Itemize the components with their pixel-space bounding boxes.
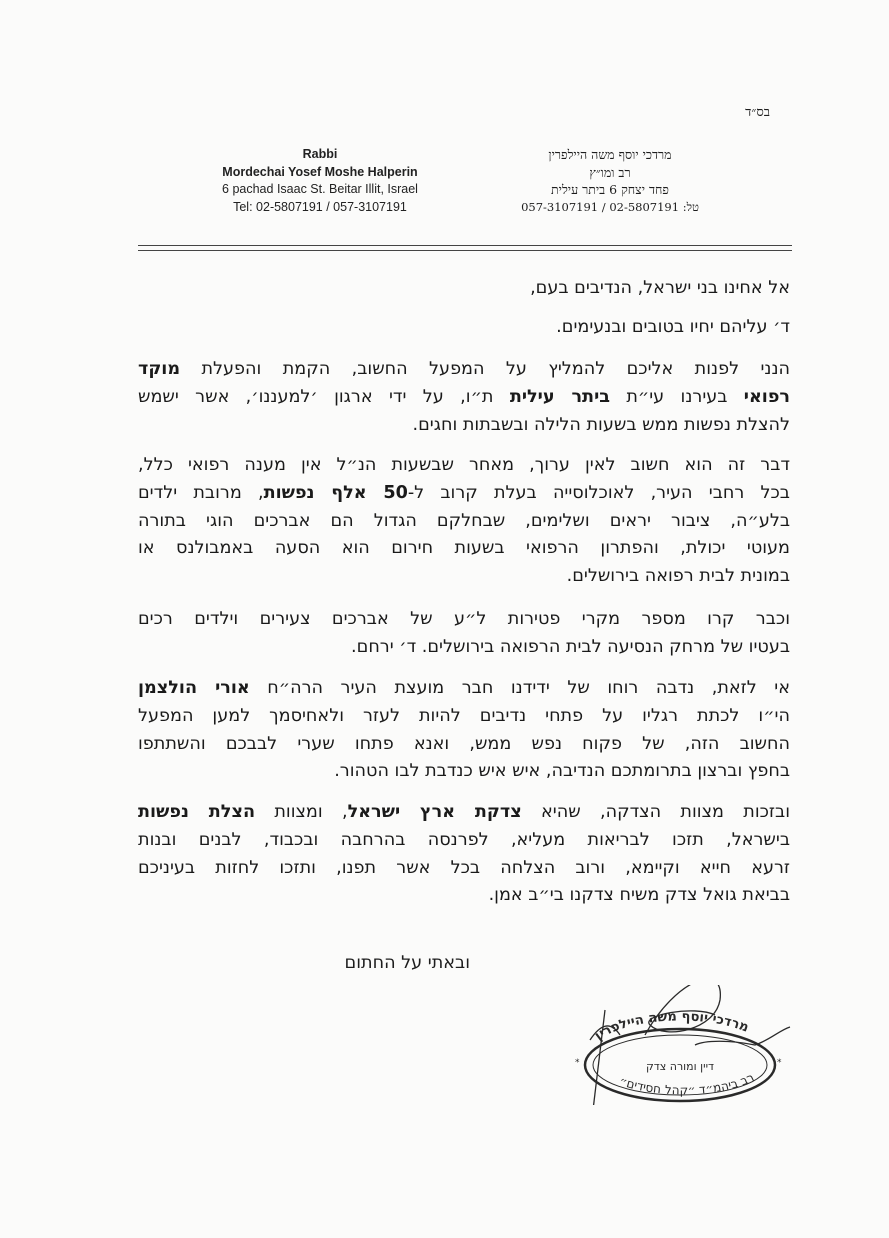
body-line xyxy=(138,856,790,882)
text-segment: בחפץ וברצון בתרומתכם הנדיבה, איש איש כנדבת לבו הטהור. xyxy=(334,761,790,782)
body-line xyxy=(138,276,790,302)
text-segment: בעטיו של מרחק הנסיעה לבית הרפואה בירושלים. ד׳ ירחם. xyxy=(351,636,790,657)
letterhead-address-en: 6 pachad Isaac St. Beitar Illit, Israel xyxy=(222,182,418,196)
body-line xyxy=(138,732,790,758)
text-segment: בעירנו עי״ת xyxy=(609,386,744,407)
text-segment: בביאת גואל צדק משיח צדקנו בי״ב אמן. xyxy=(488,885,790,906)
header-divider-bottom xyxy=(138,250,792,251)
text-segment: בישראל, תזכו לבריאות מעליא, לפרנסה בהרחבה ובכבוד, לבנים ובנות xyxy=(138,829,790,850)
letterhead-name-he: מרדכי יוסף משה היילפרין xyxy=(548,147,672,162)
body-line xyxy=(138,453,790,479)
body-line xyxy=(138,315,790,341)
bold-text: צדקת ארץ ישראל xyxy=(347,802,522,822)
text-segment: , מרובת ילדים xyxy=(138,482,264,503)
letterhead-english xyxy=(190,146,450,216)
stamp-bottom-text: רב ביהמ״ד ״קהל חסידים״ xyxy=(617,1070,757,1098)
letterhead-name-en: Mordechai Yosef Moshe Halperin xyxy=(222,164,418,179)
text-segment: הנני לפנות אליכם להמליץ על המפעל החשוב, הקמת והפעלת xyxy=(180,359,790,379)
text-segment: זרעא חייא וקיימא, ורוב הצלחה בכל אשר תפנו, ותזכו לחזות בעיניכם xyxy=(138,857,790,878)
text-segment: ת״ו, על ידי ארגון ׳למעננו׳, אשר ישמש xyxy=(138,386,510,407)
closing-line: ובאתי על החתום xyxy=(344,953,470,973)
text-segment: , ומצוות xyxy=(255,802,348,822)
bold-text: 50 אלף נפשות xyxy=(263,482,408,503)
body-line xyxy=(138,509,790,535)
text-segment: וכבר קרו מספר מקרי פטירות ל״ע של אברכים צעירים וילדים רכים xyxy=(138,609,790,629)
body-line xyxy=(138,759,790,785)
letterhead-title-he: רב ומו״ץ xyxy=(589,164,631,180)
letterhead-address-he: פחד יצחק 6 ביתר עילית xyxy=(551,182,669,197)
body-line xyxy=(138,564,790,590)
text-segment: להצלת נפשות ממש בשעות הלילה ובשבתות וחגים. xyxy=(412,414,790,435)
bold-text: רפואי xyxy=(743,386,790,407)
text-segment: בכל רחבי העיר, לאוכלוסייה בעלת קרוב ל- xyxy=(407,482,790,503)
body-line xyxy=(138,413,790,439)
bsd-heading: בס״ד xyxy=(745,105,770,120)
body-line xyxy=(138,676,790,702)
body-line xyxy=(138,828,790,854)
letterhead-phone-he: טל: 02-5807191 / 057-3107191 xyxy=(521,199,699,214)
text-segment: בלע״ה, ציבור יראים ושלימים, שבחלקם הגדול הם אברכים הוגי בתורה xyxy=(138,510,790,531)
body-line xyxy=(138,357,790,383)
text-segment: אל אחינו בני ישראל, הנדיבים בעם, xyxy=(530,278,790,298)
text-segment: החשוב הזה, של פקוח נפש ממש, ואנא פתחו שערי לבבכם והשתתפו xyxy=(138,733,790,754)
body-line xyxy=(138,536,790,562)
text-segment: הי״ו לכתת רגליו על פתחי נדיבים להיות לעזר ולאחיסמך למען המפעל xyxy=(138,705,790,726)
stamp-middle-text: דיין ומורה צדק xyxy=(645,1060,715,1073)
letterhead-phone-en: Tel: 02-5807191 / 057-3107191 xyxy=(233,199,407,214)
rabbi-stamp-and-signature xyxy=(555,985,795,1105)
text-segment: ד׳ עליהם יחיו בטובים ובנעימים. xyxy=(556,317,790,337)
bold-text: אורי הולצמן xyxy=(138,678,250,698)
bold-text: מוקד xyxy=(138,359,181,379)
bold-text: הצלת נפשות xyxy=(138,802,256,822)
stamp-star-right: * xyxy=(777,1058,782,1068)
letterhead-title-en: Rabbi xyxy=(302,147,338,161)
body-line xyxy=(138,704,790,730)
body-line xyxy=(138,481,790,507)
body-line xyxy=(138,635,790,661)
text-segment: אי לזאת, נדבה רוחו של ידידנו חבר מועצת העיר הרה״ח xyxy=(249,678,790,698)
header-divider-top xyxy=(138,245,792,246)
body-line xyxy=(138,385,790,411)
text-segment: ובזכות מצוות הצדקה, שהיא xyxy=(521,802,790,822)
letterhead-hebrew xyxy=(470,146,750,216)
stamp-star-left: * xyxy=(575,1058,580,1068)
text-segment: מעוטי יכולת, והפתרון הרפואי בשעות חירום הוא הסעה באמבולנס או xyxy=(138,538,790,559)
body-line xyxy=(138,607,790,633)
body-line xyxy=(138,883,790,909)
text-segment: דבר זה הוא חשוב לאין ערוך, מאחר שבשעות הנ״ל אין מענה רפואי כלל, xyxy=(138,455,790,475)
body-line xyxy=(138,800,790,826)
text-segment: במונית לבית רפואה בירושלים. xyxy=(566,566,790,587)
bold-text: ביתר עילית xyxy=(509,386,610,407)
stamp-top-text: מרדכי יוסף משה היילפרין xyxy=(591,1009,751,1044)
